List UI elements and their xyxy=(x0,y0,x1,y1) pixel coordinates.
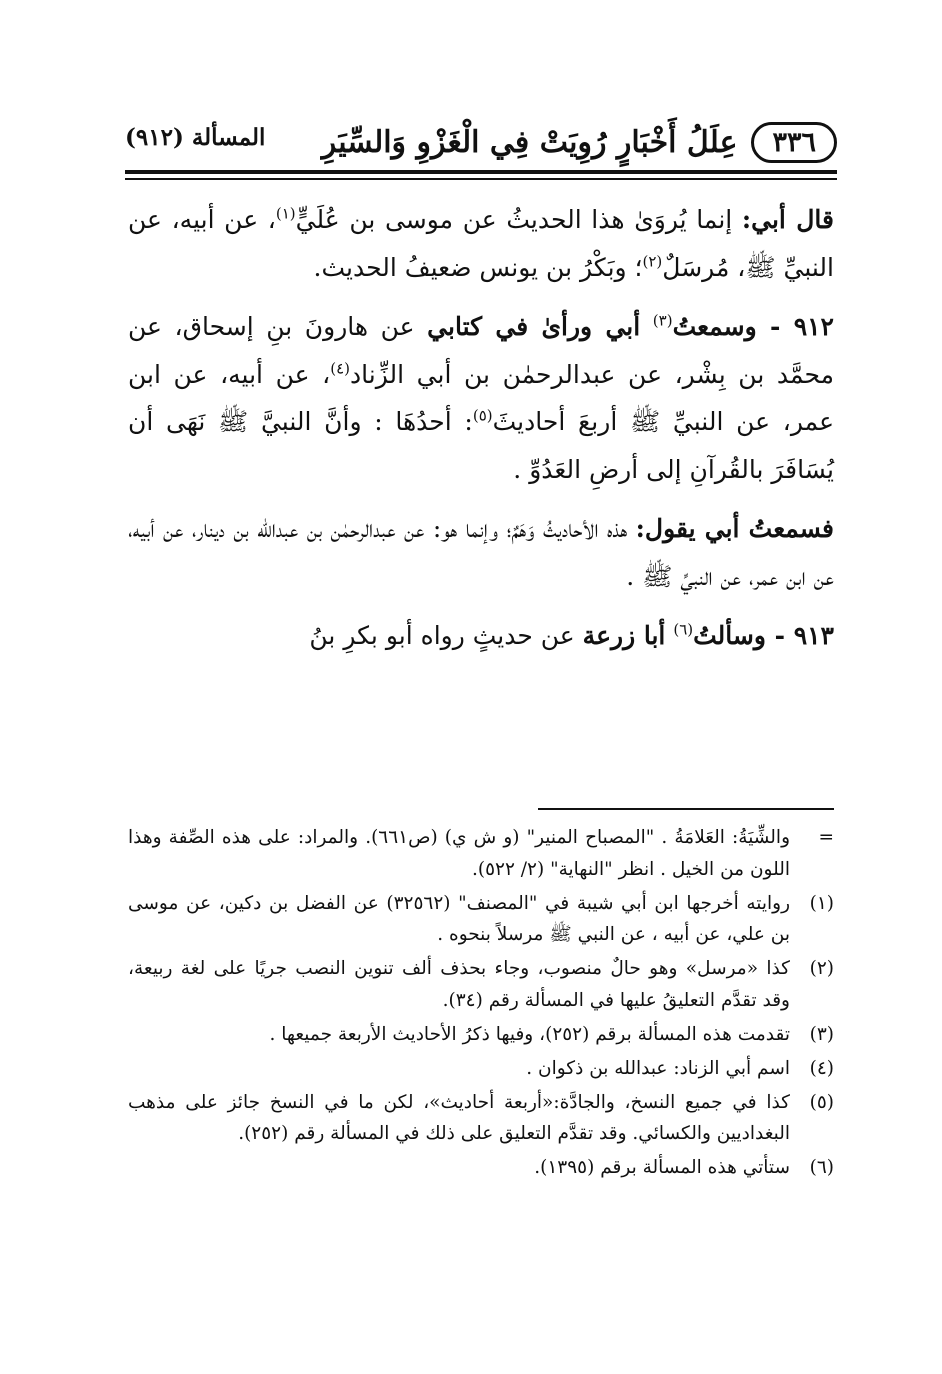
paragraph xyxy=(128,612,834,660)
footnote-ref: (٥) xyxy=(472,406,493,425)
paragraph xyxy=(128,196,834,291)
footnote-marker: (٤) xyxy=(809,1057,834,1079)
main-text xyxy=(128,196,834,672)
footnote-ref: (١) xyxy=(275,204,296,223)
footnote-ref: (٦) xyxy=(673,620,694,639)
paragraph-text: ؛ وبَكْرُ بن يونس ضعيفُ الحديث. xyxy=(313,252,643,282)
footnote-text: ستأتي هذه المسألة برقم (١٣٩٥). xyxy=(534,1157,790,1179)
issue-number-lead: ٩١٣ - وسألتُ xyxy=(693,621,834,650)
footnote-marker: (٣) xyxy=(809,1023,834,1045)
footnote-text: كذا «مرسل» وهو حالٌ منصوب، وجاء بحذف ألف تنوين النصب جريًا على لغة ربيعة، وقد تقدَّم التعليقُ عليها في المسألة رقم (٣٤). xyxy=(128,958,790,1012)
paragraph-lead: أبا زرعة xyxy=(582,621,666,650)
running-title: عِلَلُ أَخْبَارٍ رُوِيَتْ فِي الْغَزْوِ وَالسِّيَرِ xyxy=(321,124,738,160)
footnote-separator xyxy=(538,808,834,810)
footnote-marker: (٥) xyxy=(809,1091,834,1113)
footnote-marker: = xyxy=(818,827,834,848)
paragraph-text: هذه الأحاديثُ وَهَمٌ؛ وإنما هو: عن عبدالرحمٰن بن عبدالله بن دينار، عن أبيه، عن ابن عمر، عن النبيِّ ﷺ . xyxy=(128,514,834,591)
issue-label: المسألة (٩١٢) xyxy=(125,124,266,151)
footnote xyxy=(128,1087,834,1151)
paragraph-lead: قال أبي: xyxy=(741,205,835,234)
issue-number-lead: ٩١٢ - وسمعتُ xyxy=(672,312,834,341)
header-rule-thick xyxy=(125,170,837,174)
paragraph-text: عن هارونَ بنِ إسحاق، عن محمَّد بن بِشْر، عن عبدالرحمٰن بن أبي الزِّناد xyxy=(128,312,834,389)
paragraph xyxy=(128,505,834,600)
paragraph-lead: فسمعتُ أبي يقول: xyxy=(635,514,834,543)
footnote xyxy=(128,953,834,1017)
footnote-text: اسم أبي الزناد: عبدالله بن ذكوان . xyxy=(526,1057,790,1079)
paragraph-lead: أبي ورأىٰ في كتابي xyxy=(427,312,641,341)
footnote xyxy=(128,822,834,886)
footnote-marker: (٢) xyxy=(809,958,834,980)
footnote xyxy=(128,888,834,952)
footnote-ref: (٣) xyxy=(652,311,673,330)
footnote-text: تقدمت هذه المسألة برقم (٢٥٢)، وفيها ذكرُ الأحاديث الأربعة جميعها . xyxy=(269,1023,790,1045)
footnote xyxy=(128,1152,834,1184)
footnote-ref: (٢) xyxy=(642,252,663,271)
footnote-marker: (١) xyxy=(809,892,834,914)
paragraph-text: ، عن أبيه، عن النبيِّ ﷺ، مُرسَلٌ xyxy=(128,205,834,282)
paragraph-text: عن حديثٍ رواه أبو بكرِ بنُ xyxy=(309,621,575,650)
footnote-marker: (٦) xyxy=(809,1157,834,1179)
footnote-text: والشِّيَةُ: العَلامَةُ . "المصباح المنير" (و ش ي) (ص٦٦١). والمراد: على هذه الصِّفة وهذا اللون من الخيل . انظر "النهاية" (٢/ ٥٢٢). xyxy=(128,827,790,880)
footnote xyxy=(128,1019,834,1051)
footnote-ref: (٤) xyxy=(330,359,350,378)
paragraph-text: ، عن أبيه، عن ابن عمر، عن النبيِّ ﷺ أربعَ أحاديثَ xyxy=(128,359,834,436)
footnote xyxy=(128,1053,834,1085)
header-rule-thin xyxy=(125,178,837,180)
paragraph-text: : أحدُهَا : وأنَّ النبيَّ ﷺ نَهَى أن يُسَافَرَ بالقُرآنِ إلى أرضِ العَدُوِّ . xyxy=(128,407,834,484)
footnote-text: روايته أخرجها ابن أبي شيبة في "المصنف" (٣٢٥٦٢) عن الفضل بن دكين، عن موسى بن علي، عن أبيه ، عن النبي ﷺ مرسلاً بنحوه . xyxy=(128,892,791,946)
paragraph-text: إنما يُروَىٰ هذا الحديثُ عن موسى بن عُلَيٍّ xyxy=(295,205,733,234)
footnote-text: كذا في جميع النسخ، والجادَّة:«أربعة أحاديث»، لكن ما في النسخ جائز على مذهب البغداديين والكسائي. وقد تقدَّم التعليق على ذلك في المسألة رقم (٢٥٢). xyxy=(128,1091,790,1145)
page-header xyxy=(125,118,837,166)
paragraph xyxy=(128,303,834,493)
page-number: ٣٣٦ xyxy=(751,122,837,163)
footnotes xyxy=(128,822,834,1186)
